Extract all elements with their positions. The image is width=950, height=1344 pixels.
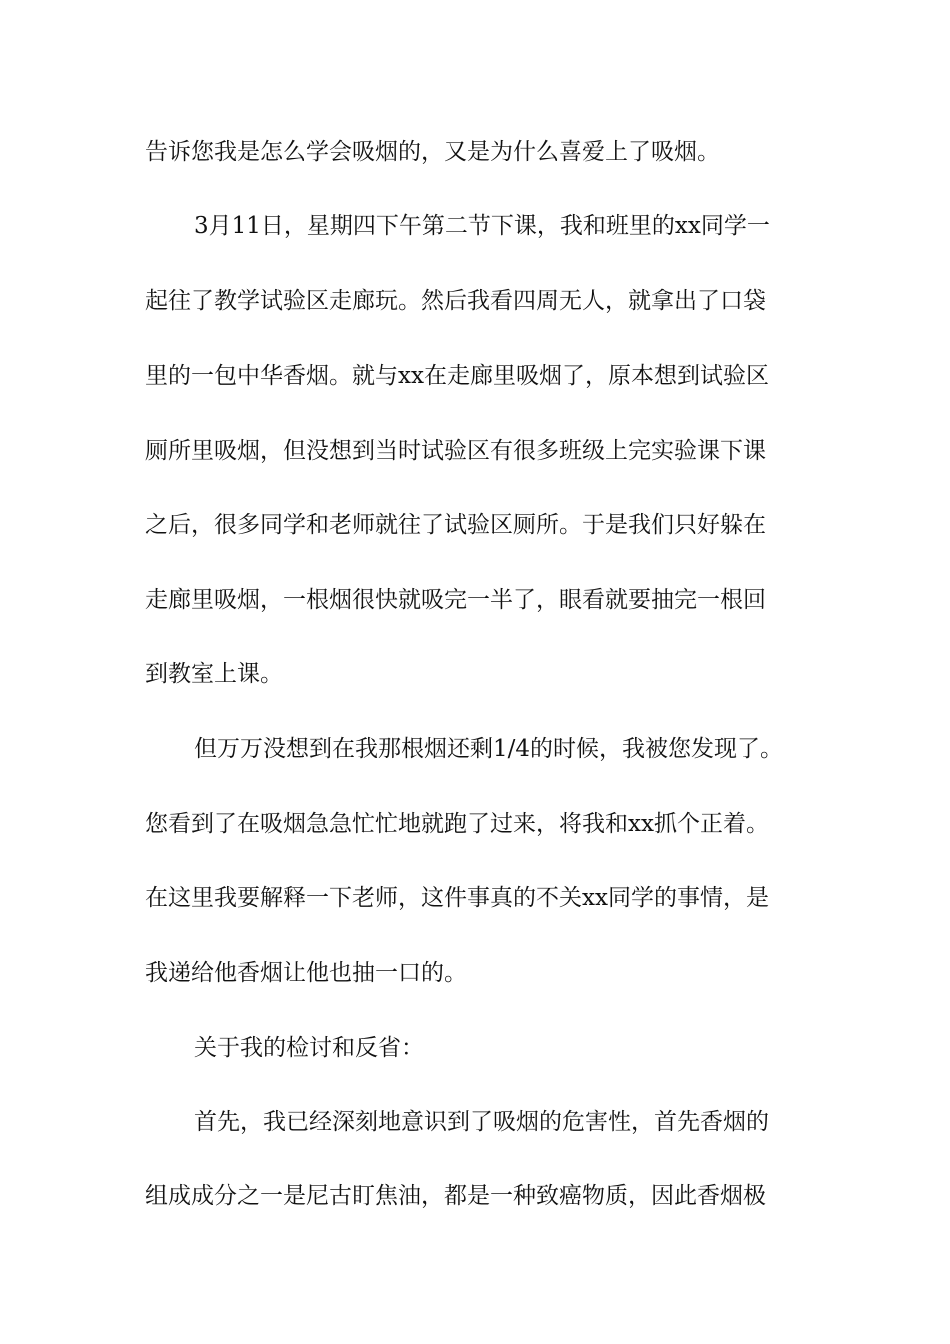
paragraph-first-line: 首先，我已经深刻地意识到了吸烟的危害性，首先香烟的	[194, 1109, 769, 1135]
text-line: 组成成分之一是尼古盯焦油，都是一种致癌物质，因此香烟极	[145, 1183, 766, 1209]
text-line: 起往了教学试验区走廊玩。然后我看四周无人，就拿出了口袋	[145, 288, 766, 314]
text-line: 之后，很多同学和老师就往了试验区厕所。于是我们只好躲在	[145, 512, 766, 538]
paragraph-first-line: 3月11日，星期四下午第二节下课，我和班里的xx同学一	[194, 213, 770, 239]
text-line: 里的一包中华香烟。就与xx在走廊里吸烟了，原本想到试验区	[145, 363, 769, 389]
text-line: 您看到了在吸烟急急忙忙地就跑了过来，将我和xx抓个正着。	[145, 811, 769, 837]
text-line: 我递给他香烟让他也抽一口的。	[145, 960, 467, 986]
paragraph-first-line: 关于我的检讨和反省：	[194, 1035, 424, 1061]
paragraph-first-line: 但万万没想到在我那根烟还剩1/4的时候，我被您发现了。	[194, 736, 784, 762]
text-line: 在这里我要解释一下老师，这件事真的不关xx同学的事情，是	[145, 885, 769, 911]
text-line: 告诉您我是怎么学会吸烟的，又是为什么喜爱上了吸烟。	[145, 139, 720, 165]
text-line: 到教室上课。	[145, 661, 283, 687]
text-line: 厕所里吸烟，但没想到当时试验区有很多班级上完实验课下课	[145, 438, 766, 464]
text-line: 走廊里吸烟，一根烟很快就吸完一半了，眼看就要抽完一根回	[145, 587, 766, 613]
